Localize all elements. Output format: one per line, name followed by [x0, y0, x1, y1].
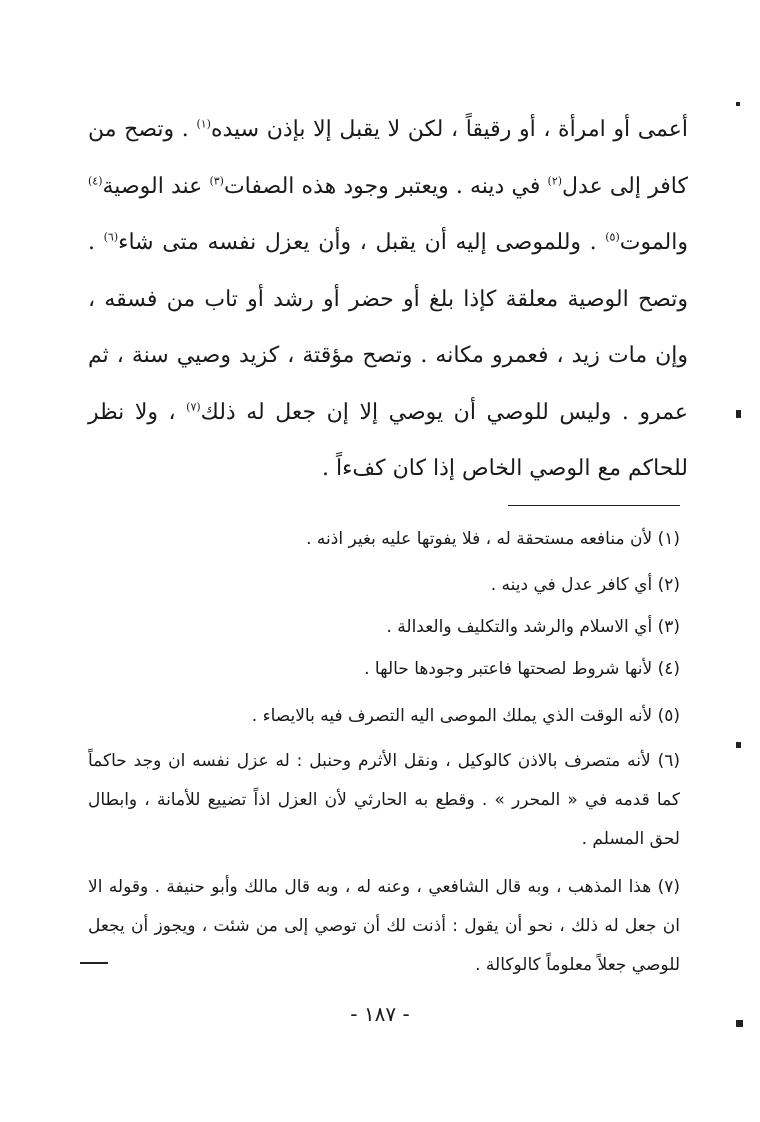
continuation-dash [80, 962, 108, 964]
main-text-segment: . وتصح من كافر إلى عدل [88, 117, 688, 199]
footnote-ref-1[interactable]: (١) [196, 117, 211, 131]
page-number: - ١٨٧ - [350, 1002, 410, 1026]
footnote-ref-2[interactable]: (٢) [547, 174, 563, 188]
main-text-segment: والموت [619, 230, 688, 255]
margin-mark [736, 1020, 743, 1027]
footnote-separator [508, 505, 680, 506]
main-text-segment: عند الوصية [102, 173, 210, 199]
main-text [88, 102, 688, 498]
footnote-6: (٦) لأنه متصرف بالاذن كالوكيل ، ونقل الأثرم وحنبل : له عزل نفسه ان وجد حاكماً كما قدمه في « المحرر » . وقطع به الحارثي لأن العزل اذاً تضييع للأمانة ، وابطال لحق المسلم . [88, 751, 680, 849]
footnote-ref-7[interactable]: (٧) [186, 400, 201, 414]
main-text-segment: أعمى أو امرأة ، أو رقيقاً ، لكن لا يقبل إلا بإذن سيده [210, 117, 688, 142]
footnote-2: (٢) أي كافر عدل في دينه . [490, 575, 680, 595]
footnote-3: (٣) أي الاسلام والرشد والتكليف والعدالة . [386, 617, 680, 637]
margin-mark [736, 102, 740, 106]
footnote-ref-4[interactable]: (٤) [88, 174, 103, 188]
main-text-segment: . وتصح الوصية معلقة كإذا بلغ أو حضر أو رشد أو تاب من فسقه ، وإن مات زيد ، فعمرو مكانه . وتصح مؤقتة ، كزيد وصيي سنة ، ثم عمرو . وليس للوصي أن يوصي إلا إن جعل له ذلك [88, 230, 689, 425]
footnote-5: (٥) لأنه الوقت الذي يملك الموصى اليه التصرف فيه بالايصاء . [251, 706, 680, 726]
main-text-segment: في دينه . ويعتبر وجود هذه الصفات [223, 173, 548, 199]
margin-mark [736, 410, 741, 418]
footnote-1: (١) لأن منافعه مستحقة له ، فلا يفوتها عليه بغير اذنه . [306, 529, 680, 549]
footnote-ref-6[interactable]: (٦) [103, 230, 119, 244]
main-text-segment: . وللموصى إليه أن يقبل ، وأن يعزل نفسه متى شاء [118, 230, 606, 255]
footnote-4: (٤) لأنها شروط لصحتها فاعتبر وجودها حالها . [364, 659, 680, 679]
margin-mark [736, 742, 741, 748]
footnote-7: (٧) هذا المذهب ، وبه قال الشافعي ، وعنه له ، وبه قال مالك وأبو حنيفة . وقوله الا ان جعل له ذلك ، نحو أن يقول : أذنت لك أن توصي إلى من شئت ، ويجوز أن يجعل للوصي جعلاً معلوماً كالوكالة . [88, 877, 680, 975]
footnote-ref-5[interactable]: (٥) [605, 230, 620, 244]
footnote-ref-3[interactable]: (٣) [209, 174, 224, 188]
main-text-segment: ، ولا نظر للحاكم مع الوصي الخاص إذا كان كفءاً . [88, 399, 688, 481]
